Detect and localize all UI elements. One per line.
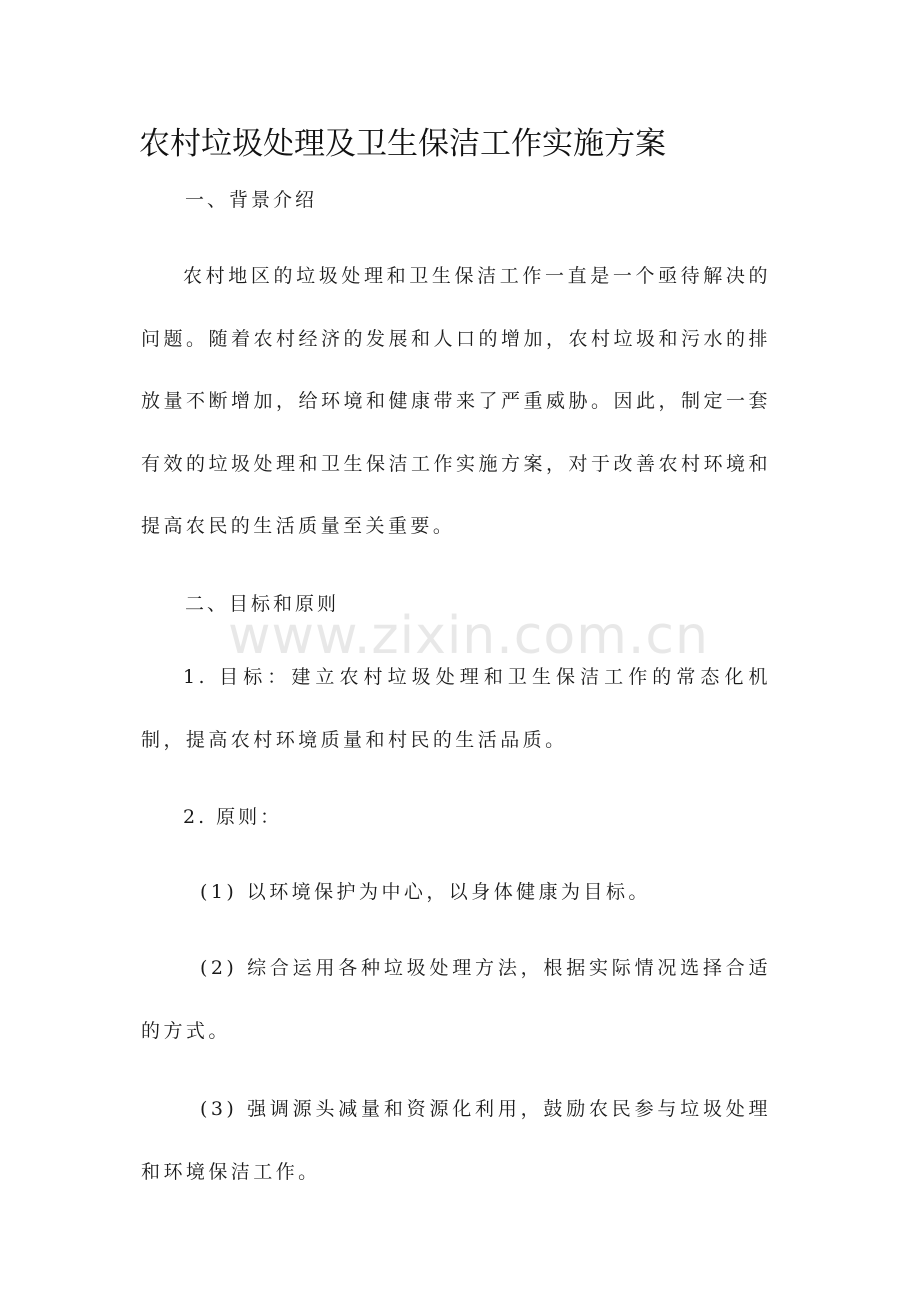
section-heading-goals: 二、目标和原则 [185, 593, 340, 615]
goal-paragraph: 1. 目标：建立农村垃圾处理和卫生保洁工作的常态化机制，提高农村环境质量和村民的生活品质。 [141, 666, 771, 751]
principles-heading: 2. 原则： [183, 806, 283, 828]
background-paragraph: 农村地区的垃圾处理和卫生保洁工作一直是一个亟待解决的问题。随着农村经济的发展和人口的增加，农村垃圾和污水的排放量不断增加，给环境和健康带来了严重威胁。因此，制定一套有效的垃圾处理和卫生保洁工作实施方案，对于改善农村环境和提高农民的生活质量至关重要。 [141, 265, 771, 538]
site-watermark: www.zixin.com.cn [228, 606, 709, 666]
document-title: 农村垃圾处理及卫生保洁工作实施方案 [139, 126, 666, 162]
section-heading-background: 一、背景介绍 [185, 189, 318, 211]
principle-item-1: (1) 以环境保护为中心，以身体健康为目标。 [200, 881, 651, 903]
principle-item-3: (3) 强调源头减量和资源化利用，鼓励农民参与垃圾处理和环境保洁工作。 [141, 1098, 771, 1183]
principle-item-2: (2) 综合运用各种垃圾处理方法，根据实际情况选择合适的方式。 [141, 957, 771, 1042]
